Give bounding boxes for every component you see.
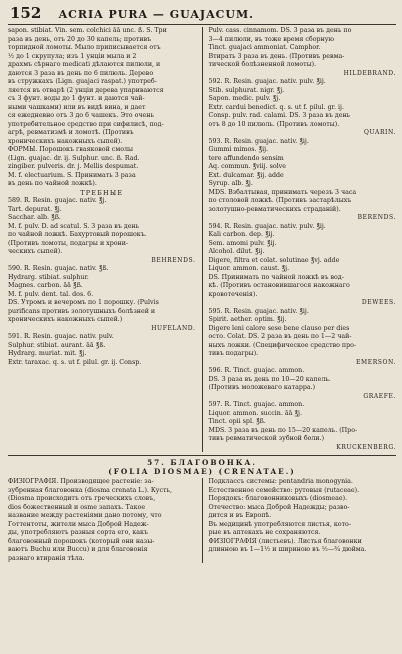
text-line: 596. R. Tinct. guajac. ammon. <box>208 367 305 374</box>
text-line: Въ медицинѣ употребляются листья, кото- <box>208 520 351 528</box>
text-line: название между растеніями дано потому, что <box>8 512 162 519</box>
text-line: Sacchar. alb. ℥ß. <box>8 214 61 221</box>
text-line: хроническихъ накожныхъ сыпей.) <box>8 316 123 323</box>
document-page <box>8 4 396 644</box>
text-line: хроническихъ накожныхъ сыпей). <box>8 137 123 145</box>
text-line: KRUCKENBERG. <box>336 443 397 451</box>
text-line: DS. Принимать по чайной ложкѣ въ вод- <box>208 273 344 281</box>
text-line: по чайной ложкѣ. Бахуртовый порошокъ. <box>8 231 147 238</box>
text-line: по столовой ложкѣ. (Противъ застарѣлыхъ <box>208 197 352 204</box>
text-line: Sem. amomi pulv. ℥ij. <box>208 239 277 247</box>
text-line: HUFELAND. <box>151 324 196 332</box>
text-line: Digere, filtra et colat. solutinae ℥vj. adde <box>208 256 340 264</box>
text-line: BERENDS. <box>357 214 397 221</box>
text-line: раза въ день, отъ 20 до 30 капель; противъ <box>8 35 152 43</box>
text-line: BEHRENDS. <box>151 256 196 264</box>
text-line: 3—4 пилюли, въ тоже время сборную <box>208 35 334 43</box>
text-line: dios божественный и osme запахъ. Такое <box>8 503 146 511</box>
text-line: zingiber. pulveris. dr. j. Mellis despumat. <box>8 163 139 170</box>
text-line: Kali carbon. dep. ℥ij. <box>208 231 275 238</box>
page-number: 152 <box>10 4 42 22</box>
text-line: EMERSON. <box>355 358 397 366</box>
text-line: Syrup. alb. ℥j. <box>208 180 253 187</box>
section-rule <box>8 455 396 456</box>
text-line: Tart. depurat. ℥j. <box>8 205 62 213</box>
column-divider <box>202 27 203 452</box>
text-line: HILDEBRAND. <box>343 69 397 77</box>
page-header <box>8 4 396 25</box>
text-line: 590. R. Resin. guajac. nativ. ℥ß. <box>8 265 109 272</box>
text-line: рые въ аптекахъ не сохраняются. <box>208 529 321 536</box>
text-line: кровотеченія). <box>208 290 258 298</box>
text-line: (Lign. guajac. dr. ij. Sulphur. unc. ß. Rad. <box>8 154 140 162</box>
text-line: торпидной ломоты. Мыло приписывается отъ <box>8 44 161 51</box>
text-line: ся ежедневно отъ 3 до 6 чашекъ. Это очень <box>8 112 154 119</box>
text-line: Tinct. opii spl. ℥ß. <box>208 418 266 425</box>
text-line: ныхъ ложки. (Специфическое средство про- <box>208 341 357 349</box>
text-line: Stib. sulphurat. nigr. ℥j. <box>208 86 285 94</box>
text-line: Sapon. medic. pulv. ℥j. <box>208 95 281 102</box>
text-line: Hydrarg. muriat. mit. ℥j. <box>8 350 87 357</box>
text-line: дится и въ Европѣ. <box>208 512 272 519</box>
text-line: Magnes. carbon. āā ℥ß. <box>8 282 83 289</box>
text-line: (Diosma происходитъ отъ греческихъ словъ, <box>8 495 156 502</box>
text-line: DS. 3 раза въ день по 10—20 капель. <box>208 375 331 383</box>
text-line: въ стружкахъ (Lign. guajaci raspat.) употреб- <box>8 78 157 85</box>
text-line: (Противъ ломоты, подагры и хрони- <box>8 239 129 247</box>
two-column-body <box>8 27 396 452</box>
text-line: Liquor. ammon. caust. ℥j. <box>208 265 290 272</box>
text-line: ды, употребляютъ разныя сорта его, какъ <box>8 529 149 536</box>
section-column-divider <box>202 478 203 563</box>
text-line: (Противъ моложеваго катарра.) <box>208 384 316 391</box>
text-line: Sulphur. stibiat. aurant. āā ℥ß. <box>8 341 106 349</box>
text-line: Consp. pulv. rad. calami. DS. 3 раза въ день <box>208 112 351 119</box>
text-line: 595. R. Resin. guajac. nativ. ℥ij. <box>208 307 309 315</box>
text-line: благовонный порошокъ (который они назы- <box>8 537 155 545</box>
text-line: длинною въ 1—1½ и шириною въ ½—¾ дюйма. <box>208 546 367 553</box>
text-line: съ 3 фунт. воды до 1 фунт. и даются чай- <box>8 95 145 102</box>
text-line: отъ 8 до 10 пилюль. (Противъ ломоты). <box>208 120 340 128</box>
text-line: MDS. Взбалтывая, принимать черезъ 3 часа <box>208 188 357 196</box>
text-line: ½ до 1 скрупула; изъ 1 унціи мыла и 2 <box>8 52 137 60</box>
running-title: ACRIA PURA — GUAJACUM. <box>58 8 254 21</box>
text-line: драхмъ сѣрнаго medicati дѣлаются пилюли, и <box>8 61 161 68</box>
text-line: Spirit. aether. optim. ℥ij. <box>208 316 287 323</box>
text-line: DS. Утромъ и вечеромъ по 1 порошку. (Pulvis <box>8 299 159 306</box>
text-line: sapon. stibiat. Vin. sem. colchici āā unc. ß. S. Три <box>8 27 167 34</box>
text-line: ными чашками) или въ видѣ вина, и дает <box>8 103 146 111</box>
text-line: зубренная благовонка (diosma crenata L.). Кусть, <box>8 486 172 494</box>
left-column <box>8 27 196 452</box>
text-line: Aq. commun. ℥viij. solve <box>208 163 286 170</box>
text-line: Подклассъ системы: pentandria monogynia. <box>208 478 353 485</box>
text-line: MDS. 3 раза въ день по 15—20 капель. (Про- <box>208 426 358 434</box>
text-line: тивъ ревматической зубной боли.) <box>208 435 325 442</box>
section-right-column <box>209 478 397 563</box>
text-line: 589. R. Resin. guajac. nativ. ℥j. <box>8 197 107 204</box>
text-line: 591. R. Resin. guajac. nativ. pulv. <box>8 333 114 340</box>
text-line: въ день по чайной ложкѣ). <box>8 180 97 187</box>
text-line: Естественное семейство: рутовыя (rutaceae). <box>208 486 360 494</box>
text-line: Gummi mimos. ℥ij. <box>208 146 269 153</box>
text-line: 594. R. Resin. guajac. nativ. pulv. ℥ij. <box>208 222 326 230</box>
text-line: 593. R. Resin. guajac. nativ. ℥ij. <box>208 137 309 145</box>
text-line: ТРЕБНЫЕ <box>80 188 124 197</box>
text-line: Tinct. guajaci ammoniat. Camphor. <box>208 44 321 51</box>
text-line: GRAEFE. <box>363 392 397 400</box>
right-column <box>209 27 397 452</box>
text-line: Digere leni calore sese bene clauso per dies <box>208 324 350 332</box>
text-line: ФИЗІОГРАФІЯ (листьевъ). Листья благовонки <box>208 537 362 545</box>
text-line: M. f. pulv. D. ad scatul. S. 3 раза въ день <box>8 222 140 230</box>
text-line: DEWEES. <box>361 299 397 306</box>
text-line: Порядокъ: благовонниковыхъ (diosmeae). <box>208 495 348 502</box>
text-line: агрѣ, ревматизмѣ и ломотѣ. (Противъ <box>8 129 134 136</box>
text-line: Ext. dulcamar. ℥ij. adde <box>208 171 284 179</box>
text-line: ляется въ отварѣ (2 унціи дерева упариваются <box>8 86 164 94</box>
text-line: тической болѣзненной ломоты). <box>208 61 317 68</box>
text-line: кѣ. (Противъ остановившагося накожнаго <box>208 282 350 289</box>
text-line: M. f. electuarium. S. Принимать 3 раза <box>8 171 136 179</box>
text-line: Втирать 3 раза въ день. (Противъ ревма- <box>208 52 345 60</box>
text-line: Готтентоты, жители мыса Доброй Надеж- <box>8 520 149 528</box>
text-line: употребительное средство при сифилисѣ, под- <box>8 120 164 128</box>
text-line: даются 3 раза въ день по 6 пилюль. Дерево <box>8 69 154 77</box>
text-line: разнаго втиранія тѣла. <box>8 554 85 562</box>
section-heading <box>8 458 396 476</box>
text-line: Alcohol. dilut. ℥ij. <box>208 248 265 255</box>
text-line: 597. R. Tinct. guajac. ammon. <box>208 401 305 408</box>
section-title: 57. БЛАГОВОНКА. <box>147 458 257 467</box>
text-line: Extr. cardui benedict. q. s. ut f. pilul. gr. ij. <box>208 103 344 111</box>
text-line: M. f. pulv. dent. tal. dos. 6. <box>8 290 94 298</box>
text-line: Hydrarg. stibiat. sulphur. <box>8 273 89 281</box>
text-line: Extr. taraxac. q. s. ut f. pilul. gr. ij. Consp. <box>8 358 142 366</box>
text-line: тивъ подагры). <box>208 350 259 357</box>
section-body <box>8 478 396 563</box>
section-subtitle: (FOLIA DIOSMAE) (CRENATAE.) <box>108 467 296 476</box>
text-line: золотушно-ревматическихъ страданій). <box>208 205 341 213</box>
text-line: 592. R. Resin. guajac. nativ. pulv. ℥ij. <box>208 78 326 85</box>
text-line: tere affundendo sensim <box>208 154 284 162</box>
text-line: purificans противъ золотушныхъ болѣзней и <box>8 307 156 315</box>
text-line: Pulv. cass. cinnamom. DS. 3 раза въ день по <box>208 27 352 34</box>
text-line: осто. Colat. DS. 2 раза въ день по 1—2 чай- <box>208 333 352 340</box>
text-line: Liquor. ammon. succin. āā ℥j. <box>208 409 302 417</box>
text-line: Отечество: мыса Доброй Надежды; разво- <box>208 503 350 511</box>
text-line: ФИЗІОГРАФІЯ. Производящее растеніе: за- <box>8 478 154 485</box>
text-line: ческихъ сыпей). <box>8 248 63 255</box>
text-line: ваютъ Buchu или Buccu) и для благовонія <box>8 546 148 553</box>
section-left-column <box>8 478 196 563</box>
text-line: QUARIN. <box>364 129 397 136</box>
text-line: ФОРМЫ. Порошокъ гваяковой смолы <box>8 146 134 153</box>
